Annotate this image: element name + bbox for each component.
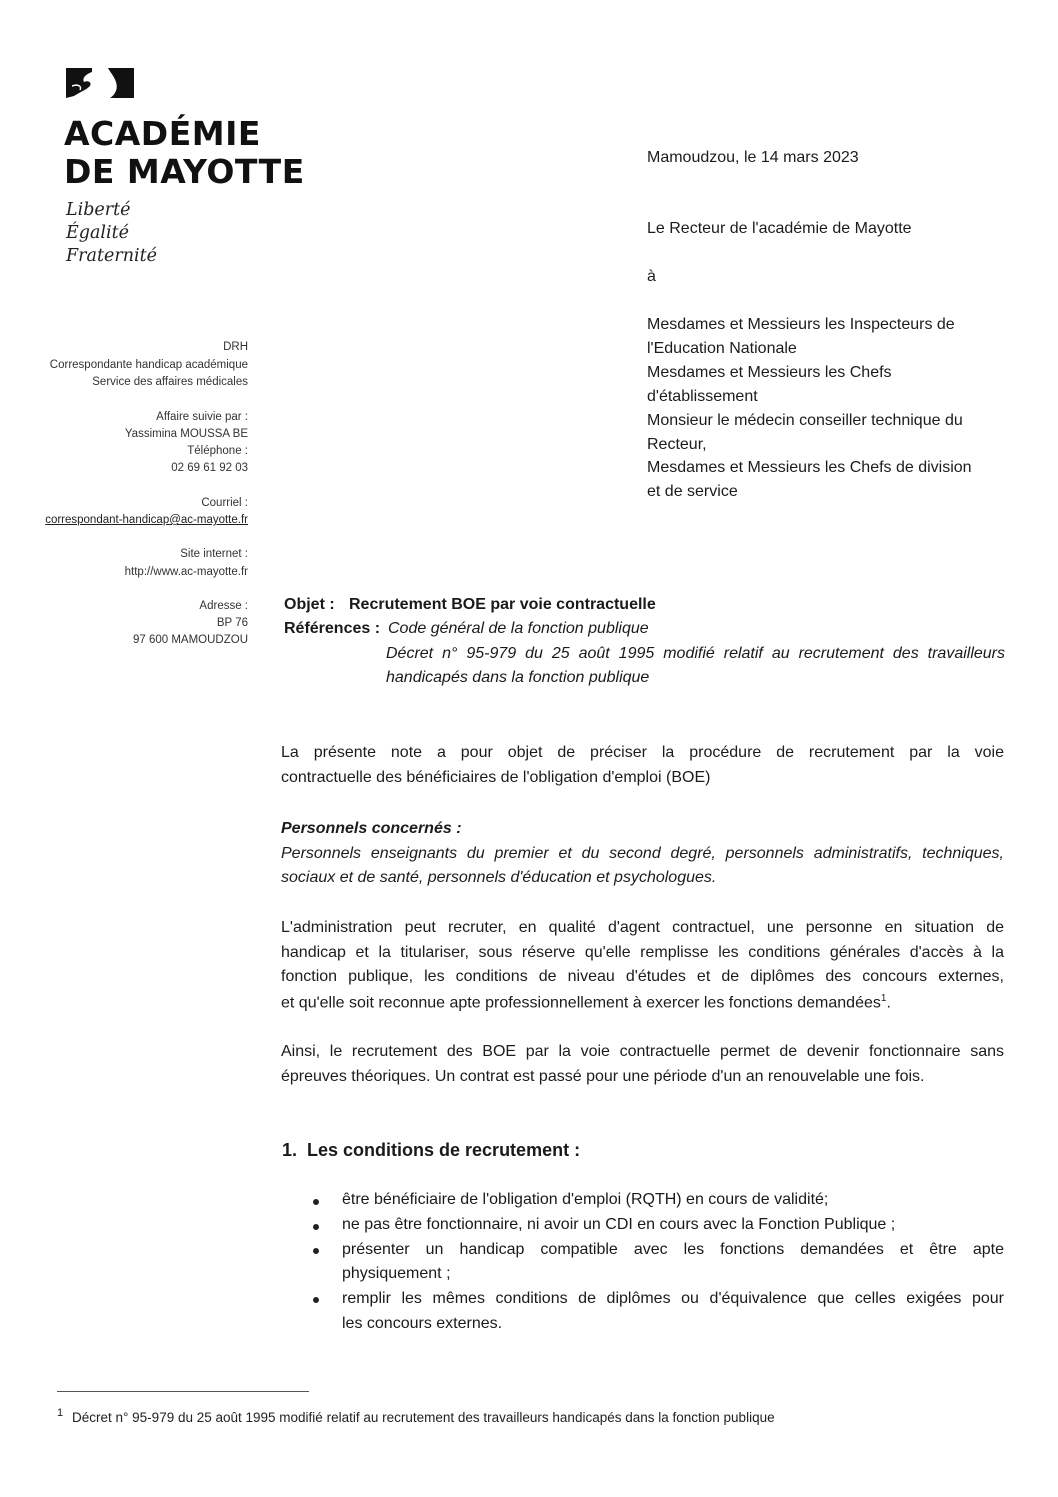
bullet-item: présenter un handicap compatible avec les fonctions demandées et être apte bbox=[342, 1241, 1004, 1258]
sender: Le Recteur de l'académie de Mayotte bbox=[647, 220, 912, 237]
admin-line-last: et qu'elle soit reconnue apte professionnellement à exercer les fonctions demandées$^1$. bbox=[281, 993, 891, 1012]
affaire-label: Affaire suivie par : bbox=[156, 411, 248, 423]
sidebar-dept: Correspondante handicap académique bbox=[49, 359, 248, 371]
ainsi-line: épreuves théoriques. Un contrat est passé pour une période d'un an renouvelable une fois. bbox=[281, 1068, 925, 1085]
a-word: à bbox=[647, 268, 656, 285]
footnote-text: Décret n° 95-979 du 25 août 1995 modifié relatif au recrutement des travailleurs handicapés dans la fonction publique bbox=[72, 1410, 775, 1425]
sidebar-dept: Service des affaires médicales bbox=[92, 376, 248, 388]
footnote-mark: 1 bbox=[57, 1407, 64, 1419]
footnote-ref: 1 bbox=[880, 993, 887, 1004]
personnels-line: sociaux et de santé, personnels d'éducation et psychologues. bbox=[281, 869, 717, 886]
bullet-item: ne pas être fonctionnaire, ni avoir un CDI en cours avec la Fonction Publique ; bbox=[342, 1216, 896, 1233]
intro-line: La présente note a pour objet de préciser la procédure de recrutement par la voie bbox=[281, 744, 1004, 761]
marianne-logo-icon bbox=[66, 66, 134, 100]
recipient-line: et de service bbox=[647, 483, 738, 500]
brand-line-2: DE MAYOTTE bbox=[64, 152, 305, 191]
bullet-icon bbox=[313, 1224, 319, 1230]
recipient-line: l'Education Nationale bbox=[647, 340, 797, 357]
telephone-value: 02 69 61 92 03 bbox=[171, 462, 248, 474]
recipient-line: Mesdames et Messieurs les Chefs bbox=[647, 364, 892, 381]
bullet-item-cont: les concours externes. bbox=[342, 1315, 503, 1332]
sidebar-dept: DRH bbox=[223, 341, 248, 353]
adresse-line: BP 76 bbox=[216, 617, 248, 629]
courriel-link[interactable]: correspondant-handicap@ac-mayotte.fr bbox=[45, 514, 248, 526]
recipient-line: Recteur, bbox=[647, 436, 707, 453]
motto-liberte: Liberté bbox=[66, 200, 131, 220]
section-title: 1. Les conditions de recrutement : bbox=[282, 1140, 581, 1160]
bullet-item: remplir les mêmes conditions de diplômes ou d'équivalence que celles exigées pour bbox=[342, 1290, 1004, 1307]
reference-line: Décret n° 95-979 du 25 août 1995 modifié relatif au recrutement des travailleurs bbox=[386, 645, 1005, 662]
reference-line: Code général de la fonction publique bbox=[388, 620, 649, 637]
footnote-separator bbox=[57, 1391, 309, 1392]
admin-text: et qu'elle soit reconnue apte professionnellement à exercer les fonctions demandées bbox=[281, 994, 881, 1012]
ainsi-line: Ainsi, le recrutement des BOE par la voie contractuelle permet de devenir fonctionnaire sans bbox=[281, 1043, 1004, 1060]
objet-value: Recrutement BOE par voie contractuelle bbox=[349, 596, 656, 613]
site-link[interactable]: http://www.ac-mayotte.fr bbox=[124, 566, 248, 578]
admin-line: handicap et la titulariser, sous réserve qu'elle remplisse les conditions générales d'accès à la bbox=[281, 944, 1004, 961]
motto-fraternite: Fraternité bbox=[66, 246, 157, 266]
references-label: Références : bbox=[284, 620, 381, 637]
intro-line: contractuelle des bénéficiaires de l'obligation d'emploi (BOE) bbox=[281, 769, 711, 786]
objet-label: Objet : bbox=[284, 596, 335, 613]
bullet-icon bbox=[313, 1248, 319, 1254]
bullet-item-cont: physiquement ; bbox=[342, 1265, 451, 1282]
recipient-line: d'établissement bbox=[647, 388, 758, 405]
recipient-line: Mesdames et Messieurs les Chefs de division bbox=[647, 459, 972, 476]
bullet-icon bbox=[313, 1297, 319, 1303]
personnels-title: Personnels concernés : bbox=[281, 820, 462, 837]
adresse-label: Adresse : bbox=[199, 600, 248, 612]
place-date: Mamoudzou, le 14 mars 2023 bbox=[647, 149, 859, 166]
bullet-icon bbox=[313, 1199, 319, 1205]
brand-line-1: ACADÉMIE bbox=[64, 114, 261, 153]
reference-line: handicapés dans la fonction publique bbox=[386, 669, 650, 686]
site-label: Site internet : bbox=[180, 548, 248, 560]
bullet-item: être bénéficiaire de l'obligation d'emploi (RQTH) en cours de validité; bbox=[342, 1191, 829, 1208]
affaire-name: Yassimina MOUSSA BE bbox=[124, 428, 248, 440]
adresse-line: 97 600 MAMOUDZOU bbox=[132, 634, 248, 646]
recipient-line: Monsieur le médecin conseiller technique du bbox=[647, 412, 963, 429]
motto-egalite: Égalité bbox=[66, 223, 129, 243]
personnels-line: Personnels enseignants du premier et du second degré, personnels administratifs, techniques, bbox=[281, 845, 1004, 862]
admin-line: L'administration peut recruter, en qualité d'agent contractuel, une personne en situation de bbox=[281, 919, 1004, 936]
recipient-line: Mesdames et Messieurs les Inspecteurs de bbox=[647, 316, 955, 333]
telephone-label: Téléphone : bbox=[187, 445, 248, 457]
courriel-label: Courriel : bbox=[201, 497, 248, 509]
admin-line: fonction publique, les conditions de niveau d'études et de diplômes des concours externes, bbox=[281, 968, 1004, 985]
